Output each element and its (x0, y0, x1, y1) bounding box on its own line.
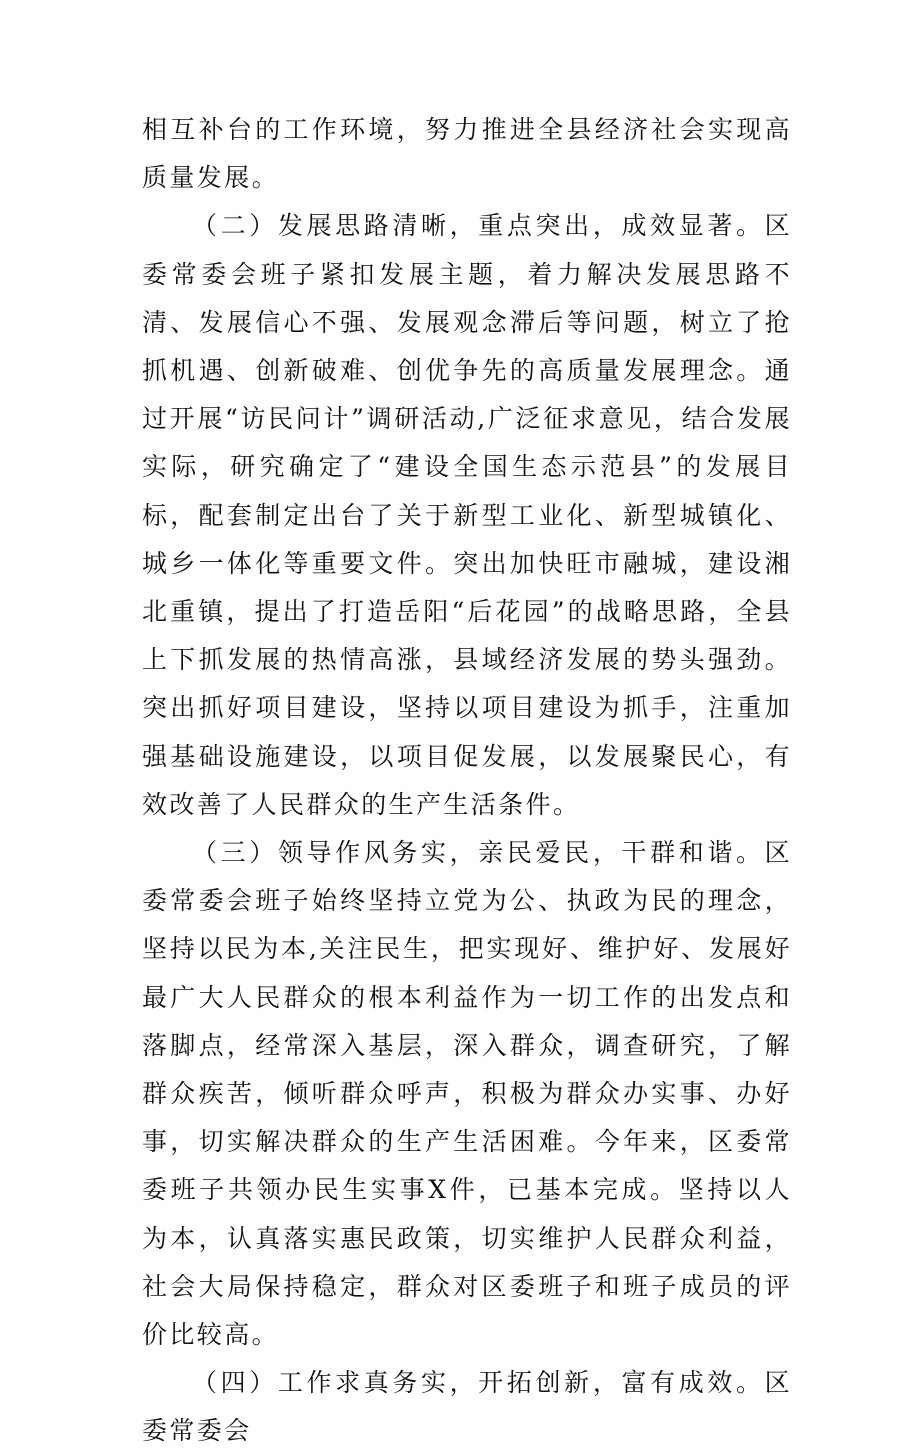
document-body (142, 106, 792, 1456)
paragraph-work-innovation: （四）工作求真务实，开拓创新，富有成效。区委常委会 (142, 1368, 792, 1446)
paragraph-continuation: 相互补台的工作环境，努力推进全县经济社会实现高质量发展。 (142, 115, 792, 193)
paragraph-development-ideas: （二）发展思路清晰，重点突出，成效显著。区委常委会班子紧扣发展主题，着力解决发展思路不清、发展信心不强、发展观念滞后等问题，树立了抢抓机遇、创新破难、创优争先的高质量发展理念。通过开展“访民问计”调研活动,广泛征求意见，结合发展实际，研究确定了“建设全国生态示范县”的发展目标，配套制定出台了关于新型工业化、新型城镇化、城乡一体化等重要文件。突出加快旺市融城，建设湘北重镇，提出了打造岳阳“后花园”的战略思路，全县上下抓发展的热情高涨，县域经济发展的势头强劲。突出抓好项目建设，坚持以项目建设为抓手，注重加强基础设施建设，以项目促发展，以发展聚民心，有效改善了人民群众的生产生活条件。 (142, 211, 792, 819)
paragraph-leadership-style: （三）领导作风务实，亲民爱民，干群和谐。区委常委会班子始终坚持立党为公、执政为民的理念，坚持以民为本,关注民生，把实现好、维护好、发展好最广大人民群众的根本利益作为一切工作的出发点和落脚点，经常深入基层，深入群众，调查研究，了解群众疾苦，倾听群众呼声，积极为群众办实事、办好事，切实解决群众的生产生活困难。今年来，区委常委班子共领办民生实事X件，已基本完成。坚持以人为本，认真落实惠民政策，切实维护人民群众利益，社会大局保持稳定，群众对区委班子和班子成员的评价比较高。 (142, 838, 792, 1350)
